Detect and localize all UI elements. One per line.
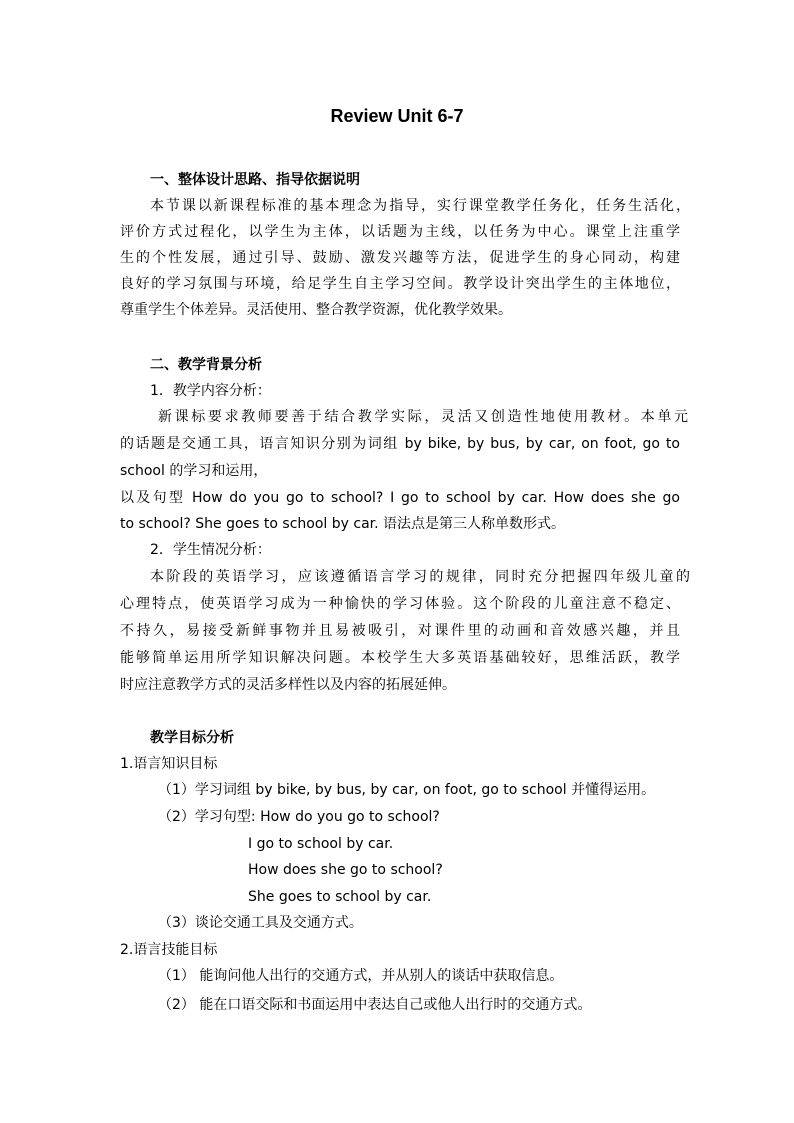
paragraph-line: 能够简单运用所学知识解决问题。本校学生大多英语基础较好，思维活跃，教学 bbox=[120, 650, 680, 666]
subheading-content-analysis: 1．教学内容分析： bbox=[150, 383, 271, 399]
paragraph-line: 本节课以新课程标准的基本理念为指导，实行课堂教学任务化，任务生活化， bbox=[150, 198, 690, 214]
paragraph-line: 尊重学生个体差异。灵活使用、整合教学资源，优化教学效果。 bbox=[120, 302, 512, 318]
example-sentence: She goes to school by car. bbox=[248, 889, 432, 905]
paragraph-line: 新课标要求教师要善于结合教学实际，灵活又创造性地使用教材。本单元 bbox=[158, 409, 688, 425]
paragraph-line: 评价方式过程化，以学生为主体，以话题为主线，以任务为中心。课堂上注重学 bbox=[120, 224, 680, 240]
section-heading-background: 二、教学背景分析 bbox=[150, 357, 262, 373]
objective-heading-skills: 2.语言技能目标 bbox=[120, 942, 218, 958]
paragraph-line: 生的个性发展，通过引导、鼓励、激发兴趣等方法，促进学生的身心同动，构建 bbox=[120, 250, 680, 266]
objective-item: （1）学习词组 by bike, by bus, by car, on foot, go to school 并懂得运用。 bbox=[158, 782, 656, 798]
objective-item: （2） 能在口语交际和书面运用中表达自己或他人出行时的交通方式。 bbox=[158, 997, 592, 1013]
paragraph-line: 以及句型 How do you go to school? I go to school by car. How does she go bbox=[120, 490, 680, 506]
document-title: Review Unit 6-7 bbox=[330, 106, 464, 126]
paragraph-line: school 的学习和运用， bbox=[120, 463, 268, 479]
paragraph-line: 良好的学习氛围与环境，给足学生自主学习空间。教学设计突出学生的主体地位， bbox=[120, 276, 680, 292]
objective-item: （2）学习句型: How do you go to school? bbox=[158, 809, 440, 825]
paragraph-line: 心理特点，使英语学习成为一种愉快的学习体验。这个阶段的儿童注意不稳定、 bbox=[120, 596, 680, 612]
objective-item: （1） 能询问他人出行的交通方式，并从别人的谈话中获取信息。 bbox=[158, 968, 564, 984]
example-sentence: I go to school by car. bbox=[248, 836, 394, 852]
objective-item: （3）谈论交通工具及交通方式。 bbox=[158, 915, 363, 931]
paragraph-line: 不持久，易接受新鲜事物并且易被吸引，对课件里的动画和音效感兴趣，并且 bbox=[120, 623, 680, 639]
paragraph-line: 本阶段的英语学习，应该遵循语言学习的规律，同时充分把握四年级儿童的 bbox=[150, 569, 690, 585]
objective-heading-knowledge: 1.语言知识目标 bbox=[120, 756, 218, 772]
paragraph-line: 的话题是交通工具，语言知识分别为词组 by bike, by bus, by car, on foot, go to bbox=[120, 436, 680, 452]
section-heading-objectives: 教学目标分析 bbox=[150, 730, 234, 746]
section-heading-design: 一、整体设计思路、指导依据说明 bbox=[150, 172, 360, 188]
paragraph-line: to school? She goes to school by car. 语法点是第三人称单数形式。 bbox=[120, 516, 566, 532]
example-sentence: How does she go to school? bbox=[248, 862, 443, 878]
paragraph-line: 时应注意教学方式的灵活多样性以及内容的拓展延伸。 bbox=[120, 677, 456, 693]
subheading-student-analysis: 2．学生情况分析： bbox=[150, 542, 271, 558]
